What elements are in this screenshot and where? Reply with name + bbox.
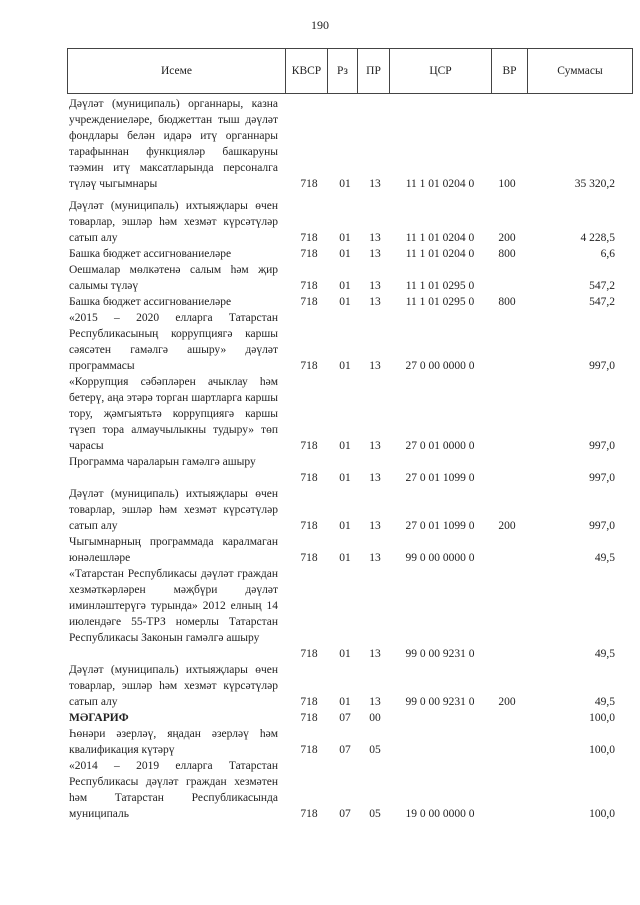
row-sum: 49,5 xyxy=(594,696,615,708)
row-csr: 27 0 01 0000 0 xyxy=(405,440,475,452)
row-vr: 100 xyxy=(498,178,516,190)
row-pr: 13 xyxy=(369,248,381,260)
row-rz: 01 xyxy=(339,520,351,532)
row-csr: 27 0 01 1099 0 xyxy=(405,472,475,484)
table-row xyxy=(0,310,640,374)
row-sum: 6,6 xyxy=(600,248,615,260)
row-rz: 01 xyxy=(339,552,351,564)
row-name: Дәүләт (муниципаль) ихтыяҗлары өчен товарлар, эшләр һәм хезмәт күрсәтүләр сатып алу xyxy=(69,200,278,244)
row-pr: 13 xyxy=(369,232,381,244)
row-pr: 13 xyxy=(369,520,381,532)
row-csr: 19 0 00 0000 0 xyxy=(405,808,475,820)
row-name: Оешмалар мөлкәтенә салым һәм җир салымы түләү xyxy=(69,264,278,292)
row-csr: 27 0 00 0000 0 xyxy=(405,360,475,372)
row-name: «2014 – 2019 елларга Татарстан Республикасы дәүләт граждан хезмәтен һәм Татарстан Республикасында муниципаль xyxy=(69,760,278,820)
row-kvsr: 718 xyxy=(300,178,318,190)
row-rz: 01 xyxy=(339,280,351,292)
table-row xyxy=(0,726,640,758)
row-csr: 27 0 01 1099 0 xyxy=(405,520,475,532)
row-vr: 800 xyxy=(498,296,516,308)
column-header-csr: ЦСР xyxy=(390,49,492,93)
table-row xyxy=(0,534,640,566)
row-pr: 00 xyxy=(369,712,381,724)
row-name: Дәүләт (муниципаль) органнары, казна учреждениеләре, бюджеттан тыш дәүләт фондлары белән идарә итү органнары тарафыннан функцияләр башкаруны тәэмин итү максатларында персоналга түләү чыгымнары xyxy=(69,98,278,190)
row-name: «2015 – 2020 елларга Татарстан Республикасының коррупциягә каршы сәясәтен гамәлгә ашыру» дәүләт программасы xyxy=(69,312,278,372)
row-name: Башка бюджет ассигнованиеләре xyxy=(69,296,232,308)
row-kvsr: 718 xyxy=(300,472,318,484)
row-kvsr: 718 xyxy=(300,648,318,660)
column-header-rz: Рз xyxy=(328,49,358,93)
row-rz: 01 xyxy=(339,648,351,660)
row-vr: 200 xyxy=(498,696,516,708)
column-header-name: Исеме xyxy=(68,49,286,93)
table-row xyxy=(0,710,640,726)
table-row xyxy=(0,198,640,246)
row-sum: 997,0 xyxy=(589,472,615,484)
row-rz: 07 xyxy=(339,744,351,756)
table-row xyxy=(0,566,640,662)
row-csr: 99 0 00 9231 0 xyxy=(405,648,475,660)
row-kvsr: 718 xyxy=(300,744,318,756)
row-sum: 100,0 xyxy=(589,712,615,724)
row-kvsr: 718 xyxy=(300,248,318,260)
row-kvsr: 718 xyxy=(300,440,318,452)
row-kvsr: 718 xyxy=(300,280,318,292)
row-sum: 100,0 xyxy=(589,808,615,820)
row-kvsr: 718 xyxy=(300,808,318,820)
row-csr: 99 0 00 0000 0 xyxy=(405,552,475,564)
table-row xyxy=(0,486,640,534)
row-name: «Татарстан Республикасы дәүләт граждан хезмәткәрләрен мәҗбүри дәүләт иминләштерүгә турында» 2012 елның 14 июлендәге 55-ТРЗ номерлы Татарстан Республикасы Законын гамәлгә ашыру xyxy=(69,568,278,644)
row-name: Дәүләт (муниципаль) ихтыяҗлары өчен товарлар, эшләр һәм хезмәт күрсәтүләр сатып алу xyxy=(69,488,278,532)
row-kvsr: 718 xyxy=(300,232,318,244)
row-rz: 01 xyxy=(339,696,351,708)
row-pr: 13 xyxy=(369,178,381,190)
row-sum: 547,2 xyxy=(589,296,615,308)
row-rz: 01 xyxy=(339,248,351,260)
row-name: МӘГАРИФ xyxy=(69,712,129,724)
table-row xyxy=(0,454,640,486)
row-rz: 01 xyxy=(339,296,351,308)
row-kvsr: 718 xyxy=(300,552,318,564)
row-kvsr: 718 xyxy=(300,296,318,308)
row-sum: 49,5 xyxy=(594,648,615,660)
row-rz: 01 xyxy=(339,472,351,484)
row-rz: 01 xyxy=(339,440,351,452)
column-header-sum: Суммасы xyxy=(557,65,603,77)
row-sum: 49,5 xyxy=(594,552,615,564)
row-vr: 200 xyxy=(498,232,516,244)
row-name: Чыгымнарның программада каралмаган юнәлешләре xyxy=(69,536,278,564)
table-row xyxy=(0,758,640,822)
row-csr: 11 1 01 0295 0 xyxy=(405,280,475,292)
row-sum: 997,0 xyxy=(589,360,615,372)
row-csr: 99 0 00 9231 0 xyxy=(405,696,475,708)
row-name: «Коррупция сәбәпләрен ачыклау һәм бетерү, аңа этәрә торган шартларга каршы тору, җәмгыятьтә коррупциягә каршы түзеп тора алмаучылыкны тудыру» төп чарасы xyxy=(69,376,278,452)
row-rz: 07 xyxy=(339,712,351,724)
row-name: Программа чараларын гамәлгә ашыру xyxy=(69,456,256,468)
row-rz: 07 xyxy=(339,808,351,820)
row-kvsr: 718 xyxy=(300,696,318,708)
row-kvsr: 718 xyxy=(300,360,318,372)
row-pr: 13 xyxy=(369,472,381,484)
column-header-pr: ПР xyxy=(358,49,390,93)
row-pr: 13 xyxy=(369,296,381,308)
row-rz: 01 xyxy=(339,178,351,190)
row-pr: 13 xyxy=(369,648,381,660)
row-csr: 11 1 01 0295 0 xyxy=(405,296,475,308)
row-sum: 997,0 xyxy=(589,440,615,452)
row-pr: 13 xyxy=(369,280,381,292)
column-header-kvsr: КВСР xyxy=(286,49,328,93)
table-row xyxy=(0,662,640,710)
row-pr: 05 xyxy=(369,744,381,756)
row-rz: 01 xyxy=(339,232,351,244)
table-row xyxy=(0,374,640,454)
table-row xyxy=(0,246,640,262)
row-name: Һөнәри әзерләү, яңадан әзерләү һәм квалификация күтәрү xyxy=(69,728,278,756)
page-number: 190 xyxy=(311,18,329,32)
row-pr: 05 xyxy=(369,808,381,820)
column-header-vr: ВР xyxy=(492,49,528,93)
row-sum: 35 320,2 xyxy=(574,178,615,190)
row-name: Башка бюджет ассигнованиеләре xyxy=(69,248,232,260)
table-row xyxy=(0,96,640,192)
row-pr: 13 xyxy=(369,360,381,372)
row-kvsr: 718 xyxy=(300,520,318,532)
table-row xyxy=(0,262,640,294)
row-pr: 13 xyxy=(369,552,381,564)
row-csr: 11 1 01 0204 0 xyxy=(405,178,475,190)
row-pr: 13 xyxy=(369,696,381,708)
row-name: Дәүләт (муниципаль) ихтыяҗлары өчен товарлар, эшләр һәм хезмәт күрсәтүләр сатып алу xyxy=(69,664,278,708)
row-vr: 200 xyxy=(498,520,516,532)
row-kvsr: 718 xyxy=(300,712,318,724)
row-sum: 4 228,5 xyxy=(580,232,615,244)
row-sum: 547,2 xyxy=(589,280,615,292)
row-csr: 11 1 01 0204 0 xyxy=(405,232,475,244)
row-vr: 800 xyxy=(498,248,516,260)
row-sum: 100,0 xyxy=(589,744,615,756)
table-row xyxy=(0,294,640,310)
row-rz: 01 xyxy=(339,360,351,372)
row-csr: 11 1 01 0204 0 xyxy=(405,248,475,260)
row-pr: 13 xyxy=(369,440,381,452)
row-sum: 997,0 xyxy=(589,520,615,532)
